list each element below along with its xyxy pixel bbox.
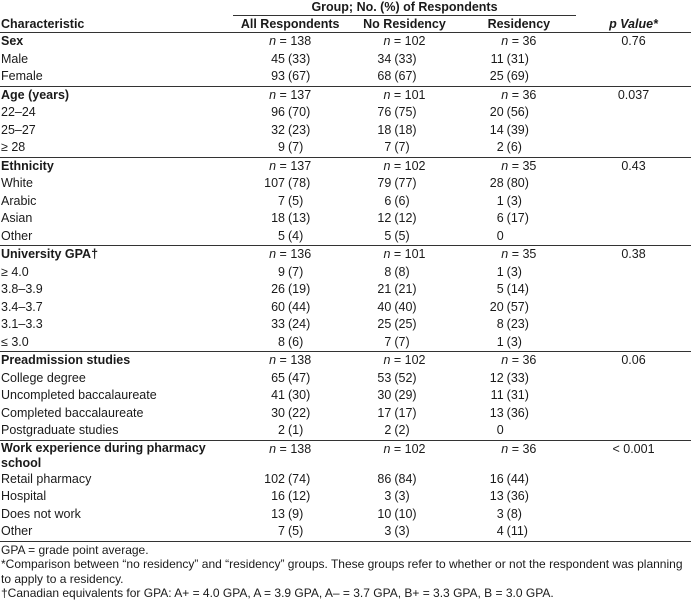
count-value: 16	[271, 489, 285, 503]
count-value: 6	[496, 211, 504, 225]
count-value: 2	[278, 423, 285, 437]
col-characteristic: Characteristic	[1, 16, 85, 31]
count-value: 5	[278, 228, 285, 243]
section-label: Sex	[1, 34, 24, 48]
count-value: 25	[377, 317, 392, 331]
percent-value: (67)	[288, 69, 311, 83]
percent-value: (77)	[394, 176, 417, 190]
footnote-comparison: *Comparison between “no residency” and “residency” groups. These groups refer to whether or not the respondent was planning to apply to a residency.	[1, 557, 683, 586]
count-value: 3	[496, 506, 504, 521]
count-value: 12	[377, 211, 392, 225]
percent-value: (7)	[394, 140, 410, 154]
percent-value: (3)	[506, 334, 522, 349]
table-row	[0, 488, 691, 506]
percent-value: (36)	[506, 489, 529, 503]
percent-value: (30)	[288, 388, 311, 402]
section-header-row	[0, 33, 691, 51]
sample-size: n = 35	[501, 158, 537, 173]
row-label: 3.8–3.9	[1, 282, 43, 296]
sample-size: n = 137	[269, 87, 312, 102]
count-value: 33	[271, 317, 285, 331]
percent-value: (84)	[394, 471, 417, 486]
row-label: ≥ 4.0	[1, 264, 29, 279]
count-value: 28	[489, 176, 504, 190]
row-label: 3.4–3.7	[1, 299, 43, 314]
percent-value: (17)	[394, 405, 417, 420]
percent-value: (7)	[288, 264, 304, 279]
sample-size: n = 35	[501, 247, 537, 261]
percent-value: (47)	[288, 370, 311, 385]
percent-value: (5)	[394, 228, 410, 243]
table-row	[0, 228, 691, 246]
percent-value: (3)	[506, 264, 522, 279]
row-label: Retail pharmacy	[1, 471, 92, 486]
percent-value: (11)	[506, 524, 528, 538]
percent-value: (57)	[506, 299, 529, 314]
footnotes	[0, 543, 691, 601]
count-value: 8	[384, 264, 392, 279]
header-group-row	[0, 0, 691, 16]
percent-value: (33)	[288, 51, 311, 66]
section-label: Work experience during pharmacy school	[0, 440, 233, 471]
p-value: < 0.001	[576, 440, 691, 471]
table-row	[0, 422, 691, 440]
table-row	[0, 316, 691, 334]
percent-value: (1)	[288, 423, 304, 437]
row-label: Completed baccalaureate	[1, 405, 144, 420]
col-p-value-text: p Value*	[609, 16, 658, 31]
table-row	[0, 68, 691, 86]
p-value: 0.06	[576, 352, 691, 370]
count-value: 25	[489, 69, 504, 83]
count-value: 40	[377, 299, 392, 314]
count-value: 102	[264, 471, 285, 486]
percent-value: (74)	[288, 471, 311, 486]
table-body	[0, 33, 691, 542]
percent-value: (3)	[394, 489, 410, 503]
col-no-residency: No Residency	[363, 17, 446, 31]
table-row	[0, 264, 691, 282]
percent-value: (19)	[288, 282, 311, 296]
section-label: Age (years)	[0, 86, 233, 104]
row-label: ≤ 3.0	[1, 334, 29, 349]
count-value: 26	[271, 282, 285, 296]
row-label: Arabic	[1, 193, 37, 208]
table-row	[0, 523, 691, 541]
section-header-row	[0, 440, 691, 471]
percent-value: (6)	[506, 140, 522, 154]
percent-value: (78)	[288, 176, 311, 190]
count-value: 107	[264, 176, 285, 190]
count-value: 13	[271, 506, 285, 521]
count-value: 9	[278, 140, 285, 154]
percent-value: (33)	[506, 370, 529, 385]
count-value: 7	[278, 193, 285, 208]
table-row	[0, 387, 691, 405]
count-value: 68	[377, 69, 392, 83]
sample-size: n = 36	[501, 87, 537, 102]
percent-value: (25)	[394, 317, 417, 331]
p-value: 0.037	[576, 86, 691, 104]
percent-value: (10)	[394, 506, 417, 521]
percent-value: (13)	[288, 211, 311, 225]
row-label: Other	[0, 523, 233, 541]
section-label: Preadmission studies	[0, 352, 233, 370]
table-row	[0, 139, 691, 157]
count-value: 86	[377, 471, 392, 486]
count-value: 0	[496, 228, 504, 243]
count-value: 65	[271, 370, 285, 385]
percent-value: (39)	[506, 122, 529, 137]
table-row	[0, 506, 691, 524]
percent-value: (70)	[288, 105, 311, 119]
sample-size: n = 102	[383, 158, 426, 173]
count-value: 30	[271, 405, 285, 420]
percent-value: (44)	[288, 299, 311, 314]
row-label: Female	[1, 69, 43, 83]
row-label: 3.1–3.3	[1, 317, 43, 331]
percent-value: (5)	[288, 193, 304, 208]
percent-value: (56)	[506, 105, 529, 119]
sample-size: n = 102	[383, 353, 426, 367]
count-value: 17	[377, 405, 392, 420]
count-value: 1	[496, 334, 504, 349]
percent-value: (6)	[394, 193, 410, 208]
count-value: 8	[496, 317, 504, 331]
percent-value: (69)	[506, 69, 529, 83]
count-value: 18	[271, 211, 285, 225]
table-row	[0, 51, 691, 69]
percent-value: (3)	[394, 524, 410, 538]
sample-size: n = 138	[269, 441, 312, 456]
percent-value: (6)	[288, 334, 304, 349]
col-p-value	[576, 16, 691, 33]
count-value: 2	[384, 423, 392, 437]
sample-size: n = 137	[269, 158, 312, 173]
count-value: 7	[384, 334, 392, 349]
count-value: 6	[384, 193, 392, 208]
percent-value: (7)	[288, 140, 304, 154]
p-value: 0.43	[576, 157, 691, 175]
row-label: Does not work	[1, 506, 81, 521]
row-label: 22–24	[1, 105, 36, 119]
count-value: 8	[278, 334, 285, 349]
table-row	[0, 370, 691, 388]
col-all-respondents: All Respondents	[240, 17, 340, 31]
count-value: 3	[384, 524, 392, 538]
count-value: 45	[271, 51, 285, 66]
count-value: 0	[496, 423, 504, 437]
count-value: 5	[384, 228, 392, 243]
count-value: 30	[377, 388, 392, 402]
sample-size: n = 36	[501, 441, 537, 456]
count-value: 13	[489, 405, 504, 420]
percent-value: (21)	[394, 282, 417, 296]
percent-value: (14)	[506, 282, 529, 296]
count-value: 76	[377, 105, 392, 119]
percent-value: (2)	[394, 423, 410, 437]
count-value: 93	[271, 69, 285, 83]
percent-value: (40)	[394, 299, 417, 314]
percent-value: (5)	[288, 524, 304, 538]
percent-value: (8)	[506, 506, 522, 521]
row-label: Uncompleted baccalaureate	[1, 388, 157, 402]
count-value: 11	[490, 388, 504, 402]
section-label: Ethnicity	[0, 157, 233, 175]
count-value: 34	[377, 51, 392, 66]
count-value: 2	[496, 140, 504, 154]
percent-value: (80)	[506, 176, 529, 190]
count-value: 60	[271, 299, 285, 314]
percent-value: (22)	[288, 405, 311, 420]
table-row	[0, 175, 691, 193]
percent-value: (3)	[506, 193, 522, 208]
table-row	[0, 471, 691, 489]
count-value: 16	[489, 471, 504, 486]
count-value: 1	[496, 264, 504, 279]
row-label: 25–27	[1, 122, 36, 137]
section-header-row	[0, 246, 691, 264]
group-header: Group; No. (%) of Respondents	[233, 0, 576, 16]
table-row	[0, 193, 691, 211]
percent-value: (36)	[506, 405, 529, 420]
percent-value: (52)	[394, 370, 417, 385]
col-residency: Residency	[487, 17, 551, 31]
count-value: 11	[490, 51, 504, 66]
sample-size: n = 101	[383, 87, 426, 102]
percent-value: (24)	[288, 317, 311, 331]
footnote-gpa: GPA = grade point average.	[1, 542, 149, 557]
table-row	[0, 104, 691, 122]
row-label: Postgraduate studies	[1, 423, 119, 437]
table-row	[0, 281, 691, 299]
count-value: 41	[271, 388, 285, 402]
table-row	[0, 210, 691, 228]
table-row	[0, 299, 691, 317]
percent-value: (44)	[506, 471, 529, 486]
section-header-row	[0, 157, 691, 175]
sample-size: n = 138	[269, 34, 312, 48]
count-value: 5	[496, 282, 504, 296]
percent-value: (7)	[394, 334, 410, 349]
count-value: 9	[278, 264, 285, 279]
count-value: 10	[377, 506, 392, 521]
percent-value: (4)	[288, 228, 304, 243]
count-value: 12	[489, 370, 504, 385]
percent-value: (18)	[394, 122, 417, 137]
count-value: 14	[489, 122, 504, 137]
row-label: Other	[1, 228, 33, 243]
row-label: College degree	[1, 370, 86, 385]
count-value: 96	[271, 105, 285, 119]
header-column-row	[0, 16, 691, 33]
sample-size: n = 138	[269, 353, 312, 367]
percent-value: (8)	[394, 264, 410, 279]
percent-value: (23)	[506, 317, 529, 331]
section-label: University GPA†	[0, 246, 233, 264]
row-label: Asian	[1, 211, 33, 225]
count-value: 4	[496, 524, 504, 538]
table-row	[0, 334, 691, 352]
percent-value: (17)	[506, 211, 529, 225]
percent-value: (12)	[288, 489, 311, 503]
sample-size: n = 102	[383, 34, 426, 48]
p-value: 0.38	[576, 246, 691, 264]
count-value: 79	[377, 176, 392, 190]
row-label: Hospital	[1, 489, 47, 503]
sample-size: n = 36	[501, 353, 537, 367]
percent-value: (12)	[394, 211, 417, 225]
footnote-canadian-gpa: †Canadian equivalents for GPA: A+ = 4.0 GPA, A = 3.9 GPA, A– = 3.7 GPA, B+ = 3.3 GPA, B = 3.0 GPA.	[1, 586, 554, 600]
table-row	[0, 122, 691, 140]
percent-value: (33)	[394, 51, 417, 66]
sample-size: n = 102	[383, 441, 426, 456]
percent-value: (29)	[394, 388, 417, 402]
count-value: 13	[489, 489, 504, 503]
count-value: 32	[271, 122, 285, 137]
sample-size: n = 136	[269, 247, 312, 261]
row-label: White	[1, 176, 33, 190]
percent-value: (31)	[506, 51, 529, 66]
row-label: ≥ 28	[1, 140, 26, 154]
count-value: 18	[377, 122, 392, 137]
percent-value: (31)	[506, 388, 529, 402]
percent-value: (75)	[394, 105, 417, 119]
count-value: 7	[384, 140, 392, 154]
percent-value: (67)	[394, 69, 417, 83]
percent-value: (9)	[288, 506, 304, 521]
section-header-row	[0, 86, 691, 104]
sample-size: n = 36	[501, 34, 537, 48]
p-value: 0.76	[621, 34, 646, 48]
count-value: 53	[377, 370, 392, 385]
count-value: 7	[278, 524, 285, 538]
section-header-row	[0, 352, 691, 370]
percent-value: (23)	[288, 122, 311, 137]
sample-size: n = 101	[383, 247, 426, 261]
count-value: 20	[489, 299, 504, 314]
row-label: Male	[1, 51, 29, 66]
count-value: 3	[384, 489, 392, 503]
table-row	[0, 405, 691, 423]
count-value: 20	[489, 105, 504, 119]
count-value: 21	[377, 282, 392, 296]
count-value: 1	[496, 193, 504, 208]
